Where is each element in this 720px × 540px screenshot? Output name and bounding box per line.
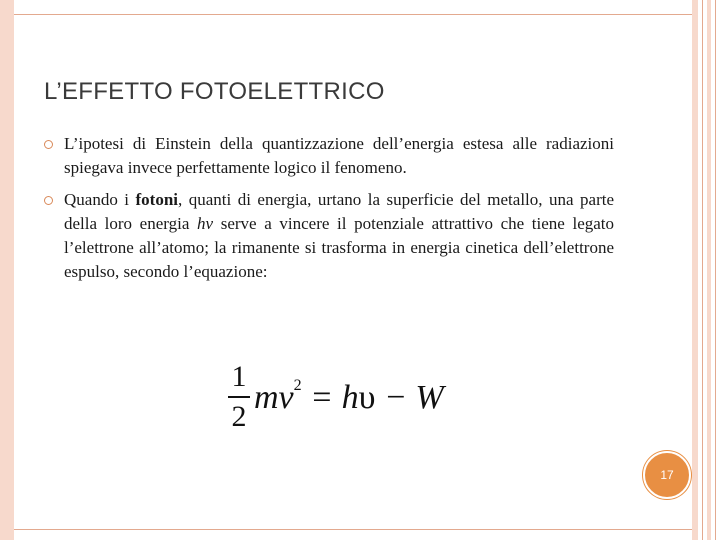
equation-expression — [254, 377, 444, 417]
bullet-circle-icon — [44, 196, 53, 205]
frame-right-bands — [692, 0, 720, 540]
page-number: 17 — [660, 468, 674, 482]
fraction-bar — [228, 396, 250, 398]
fraction-denominator: 2 — [231, 400, 247, 433]
frame-right-band — [707, 0, 711, 540]
frame-left-band — [0, 0, 14, 540]
equation-exponent: 2 — [293, 377, 302, 394]
frame-right-band — [692, 0, 698, 540]
bullet-italic-term: hv — [197, 214, 214, 233]
equation-equals-h: = h — [301, 379, 359, 416]
bullet-text: Quando i — [64, 190, 136, 209]
bullet-circle-icon — [44, 140, 53, 149]
frame-right-line — [715, 0, 716, 540]
page-number-badge — [643, 451, 691, 499]
bullet-bold-term: fotoni — [135, 190, 179, 209]
slide-title: L’EFFETTO FOTOELETTRICO — [44, 78, 385, 105]
bullet-text: , quanti di energia, urtano la superficie del metallo, una parte della loro energia — [64, 190, 615, 233]
bullet-text: serve a vincere il potenziale attrattivo che tiene legato l’elettrone all’atomo; la rimanente si trasforma in energia cinetica dell’elettrone espulso, secondo l’equazione: — [64, 214, 615, 281]
bullet-text: L’ipotesi di Einstein della quantizzazione dell’energia estesa alle radiazioni spiegava invece perfettamente logico il fenomeno. — [64, 134, 614, 177]
equation-mv: mv — [254, 379, 294, 416]
bullet-list — [44, 132, 614, 292]
equation-minus-w: − W — [375, 379, 444, 416]
frame-bottom-line — [14, 529, 692, 540]
frame-right-line — [702, 0, 703, 540]
equation-upsilon: υ — [358, 379, 376, 416]
fraction-numerator: 1 — [231, 360, 247, 393]
frame-top-line — [14, 0, 692, 15]
bullet-item — [44, 188, 614, 284]
photoelectric-equation — [228, 360, 444, 434]
bullet-item — [44, 132, 614, 180]
fraction-one-half — [228, 360, 250, 434]
